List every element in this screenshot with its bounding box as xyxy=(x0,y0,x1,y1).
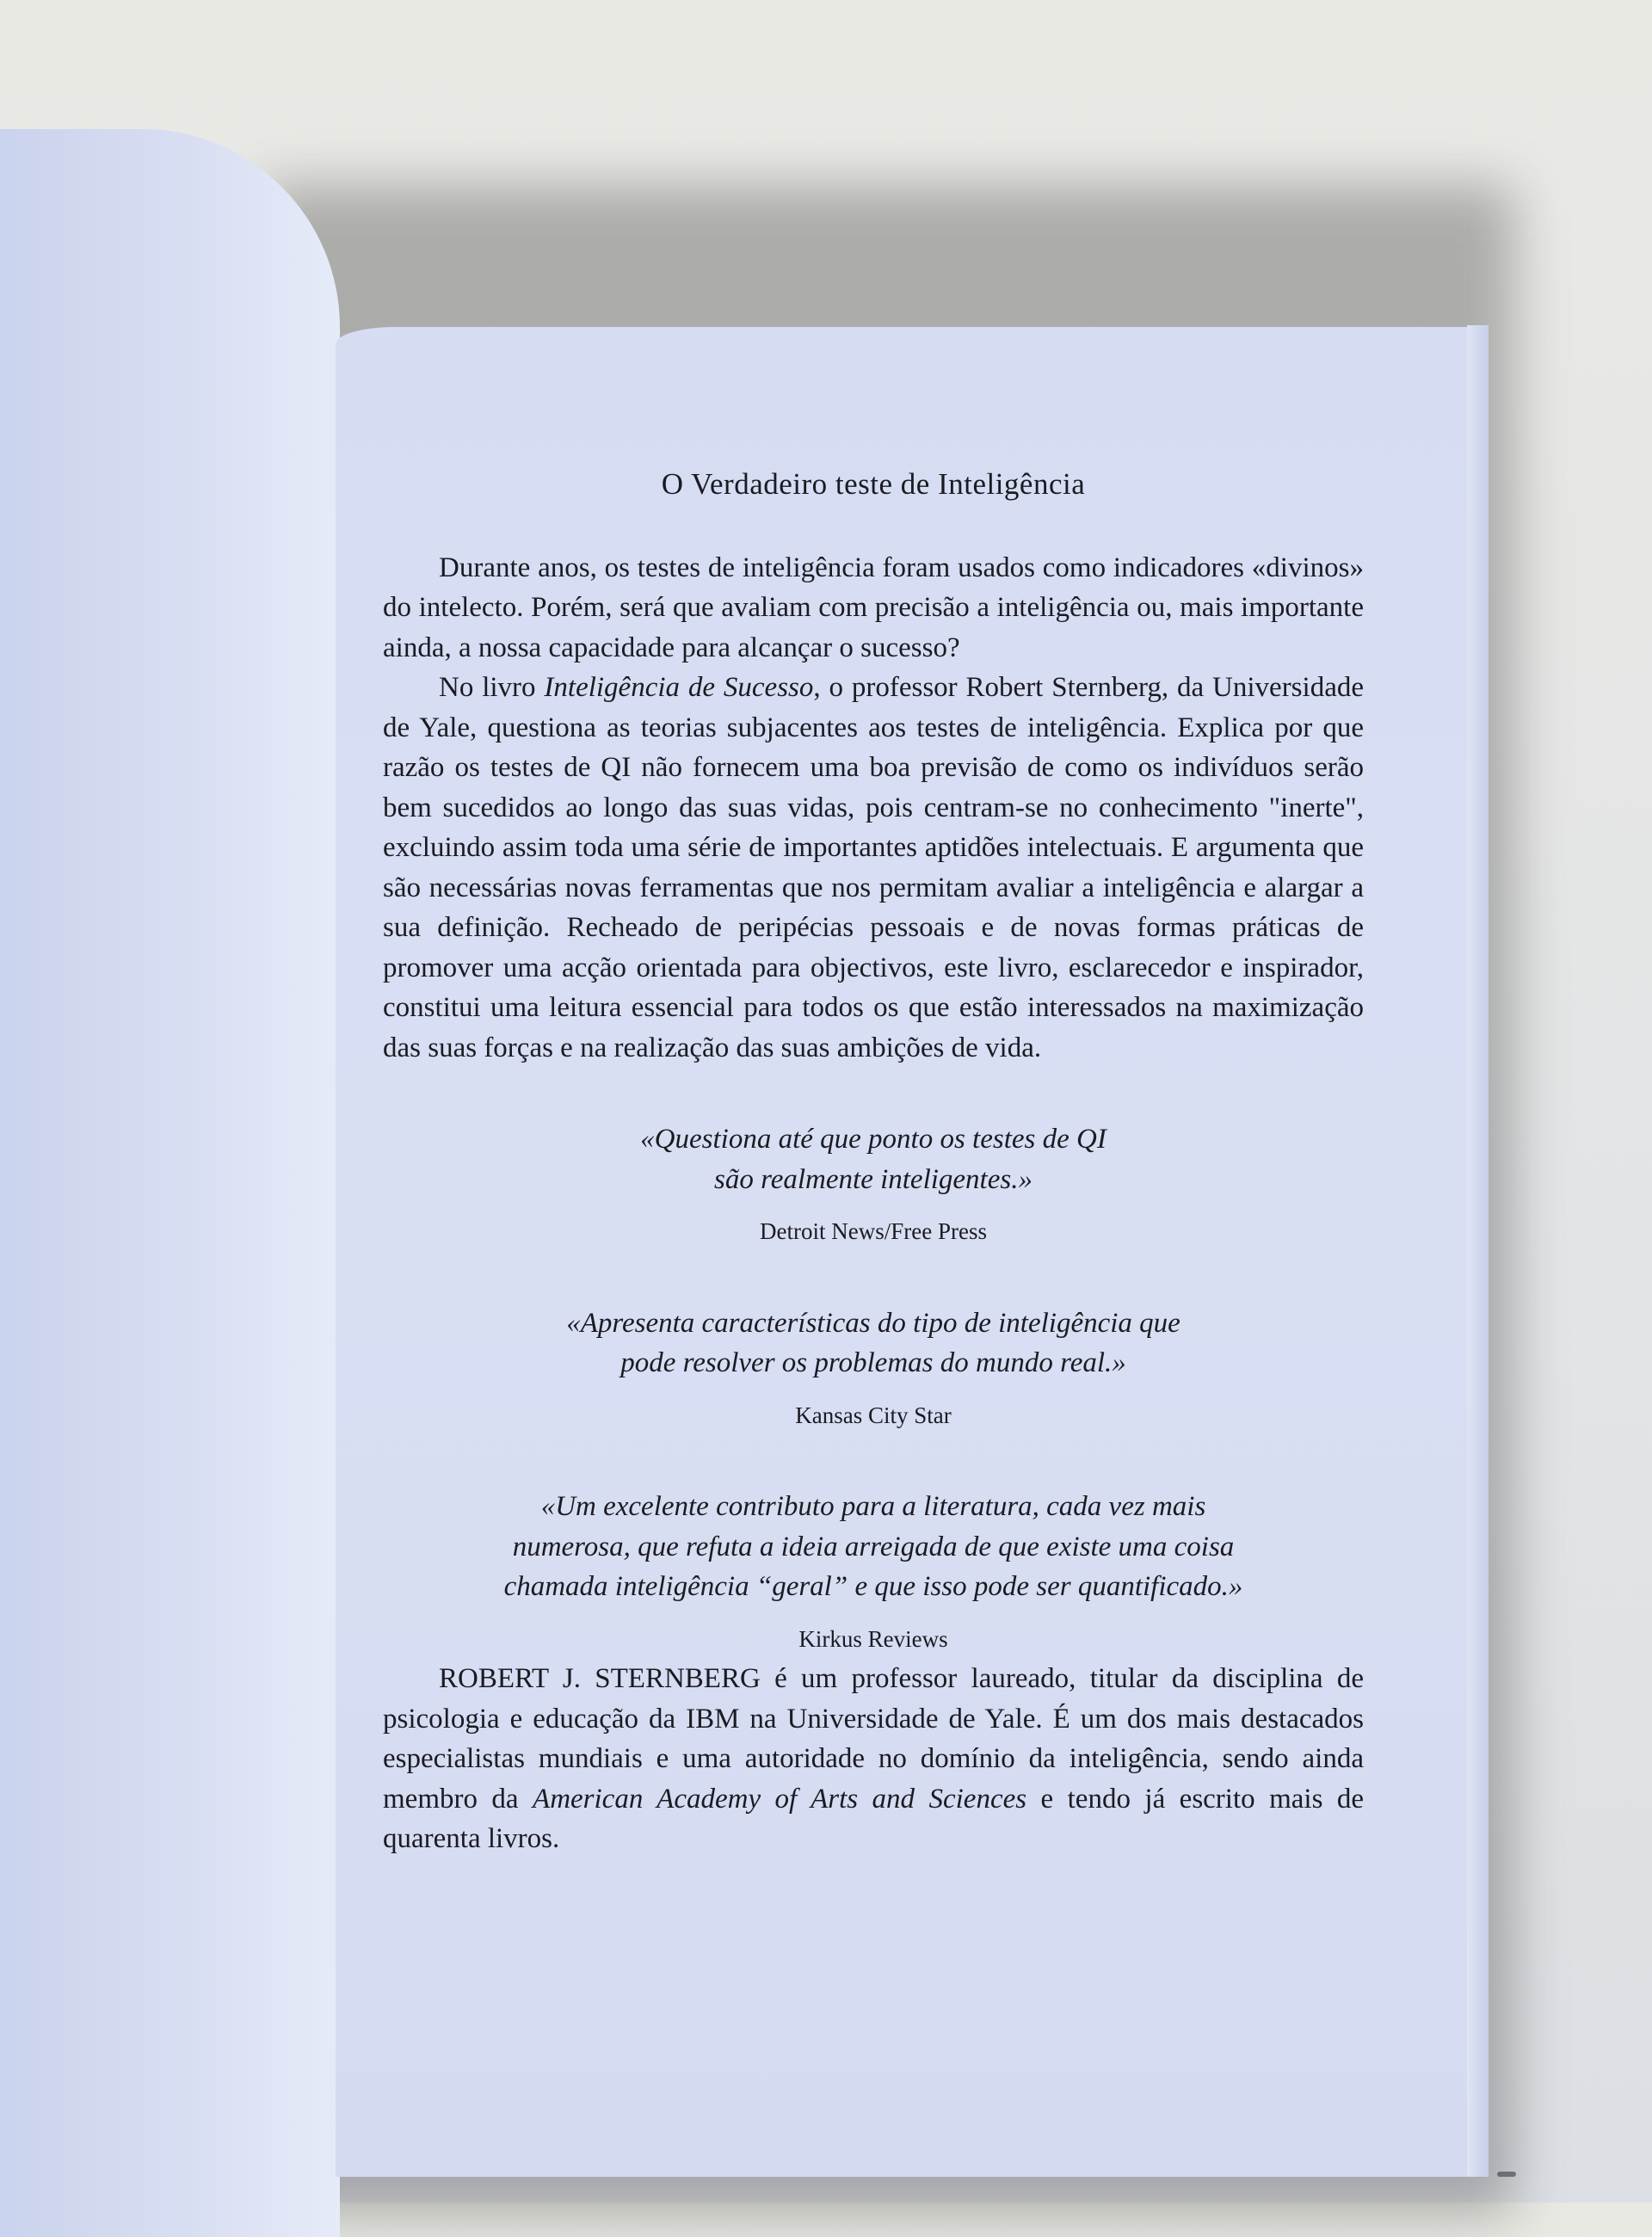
book-title: Inteligência de Sucesso xyxy=(544,672,814,703)
quote-1-source: Detroit News/Free Press xyxy=(760,1218,987,1244)
page-edge xyxy=(1467,325,1489,2177)
academy-name: American Academy of Arts and Sciences xyxy=(533,1783,1027,1815)
page-title: O Verdadeiro teste de Inteligência xyxy=(661,467,1086,501)
page-content xyxy=(383,465,1364,1859)
author-bio-start: ROBERT J. STERNBERG é um professor laureado, titular da disciplina de psicologia e educação da IBM na Universidade de Yale. É um dos mais destacados especialistas mundiais e uma autoridade no domínio da inteligência, sendo ainda membro da xyxy=(383,1663,1364,1815)
quote-2-line-2: pode resolver os problemas do mundo real.» xyxy=(620,1347,1126,1378)
left-page xyxy=(0,129,340,2237)
quote-2 xyxy=(383,1303,1364,1383)
quote-2-line-1: «Apresenta características do tipo de inteligência que xyxy=(566,1307,1180,1339)
author-bio-end: e tendo já escrito mais de quarenta livros. xyxy=(383,1783,1365,1854)
quote-1-line-2: são realmente inteligentes.» xyxy=(714,1163,1032,1195)
quote-3-line-1: «Um excelente contributo para a literatura, cada vez mais xyxy=(540,1491,1206,1522)
quote-3 xyxy=(383,1487,1364,1607)
quote-2-source: Kansas City Star xyxy=(795,1402,952,1428)
intro-paragraph-2-rest: , o professor Robert Sternberg, da Universidade de Yale, questiona as teorias subjacentes aos testes de inteligência. Explica por que razão os testes de QI não fornecem uma boa previsão de como os indivíduos serão bem sucedidos ao longo das suas vidas, pois centram-se no conhecimento "inerte", excluindo assim toda uma série de importantes aptidões intelectuais. E argumenta que são necessárias novas ferramentas que nos permitam avaliar a inteligência e alargar a sua definição. Recheado de peripécias pessoais e de novas formas práticas de promover uma acção orientada para objectivos, este livro, esclarecedor e inspirador, constitui uma leitura essencial para todos os que estão interessados na maximização das suas forças e na realização das suas ambições de vida. xyxy=(383,672,1364,1063)
quote-3-line-2: numerosa, que refuta a ideia arreigada de que existe uma coisa xyxy=(512,1531,1235,1562)
quote-3-source: Kirkus Reviews xyxy=(798,1625,948,1652)
intro-paragraph-2-start: No livro xyxy=(439,672,545,703)
quote-3-line-3: chamada inteligência “geral” e que isso pode ser quantificado.» xyxy=(503,1571,1243,1602)
intro-paragraph-2 xyxy=(383,668,1364,1068)
quote-1 xyxy=(383,1119,1364,1199)
intro-paragraph-1: Durante anos, os testes de inteligência foram usados como indicadores «divinos» do intelecto. Porém, será que avaliam com precisão a inteligência ou, mais importante ainda, a nossa capacidade para alcançar o sucesso? xyxy=(383,552,1364,663)
author-bio xyxy=(383,1659,1364,1859)
quote-1-line-1: «Questiona até que ponto os testes de QI xyxy=(640,1124,1106,1155)
page-corner-mark xyxy=(1497,2172,1516,2177)
